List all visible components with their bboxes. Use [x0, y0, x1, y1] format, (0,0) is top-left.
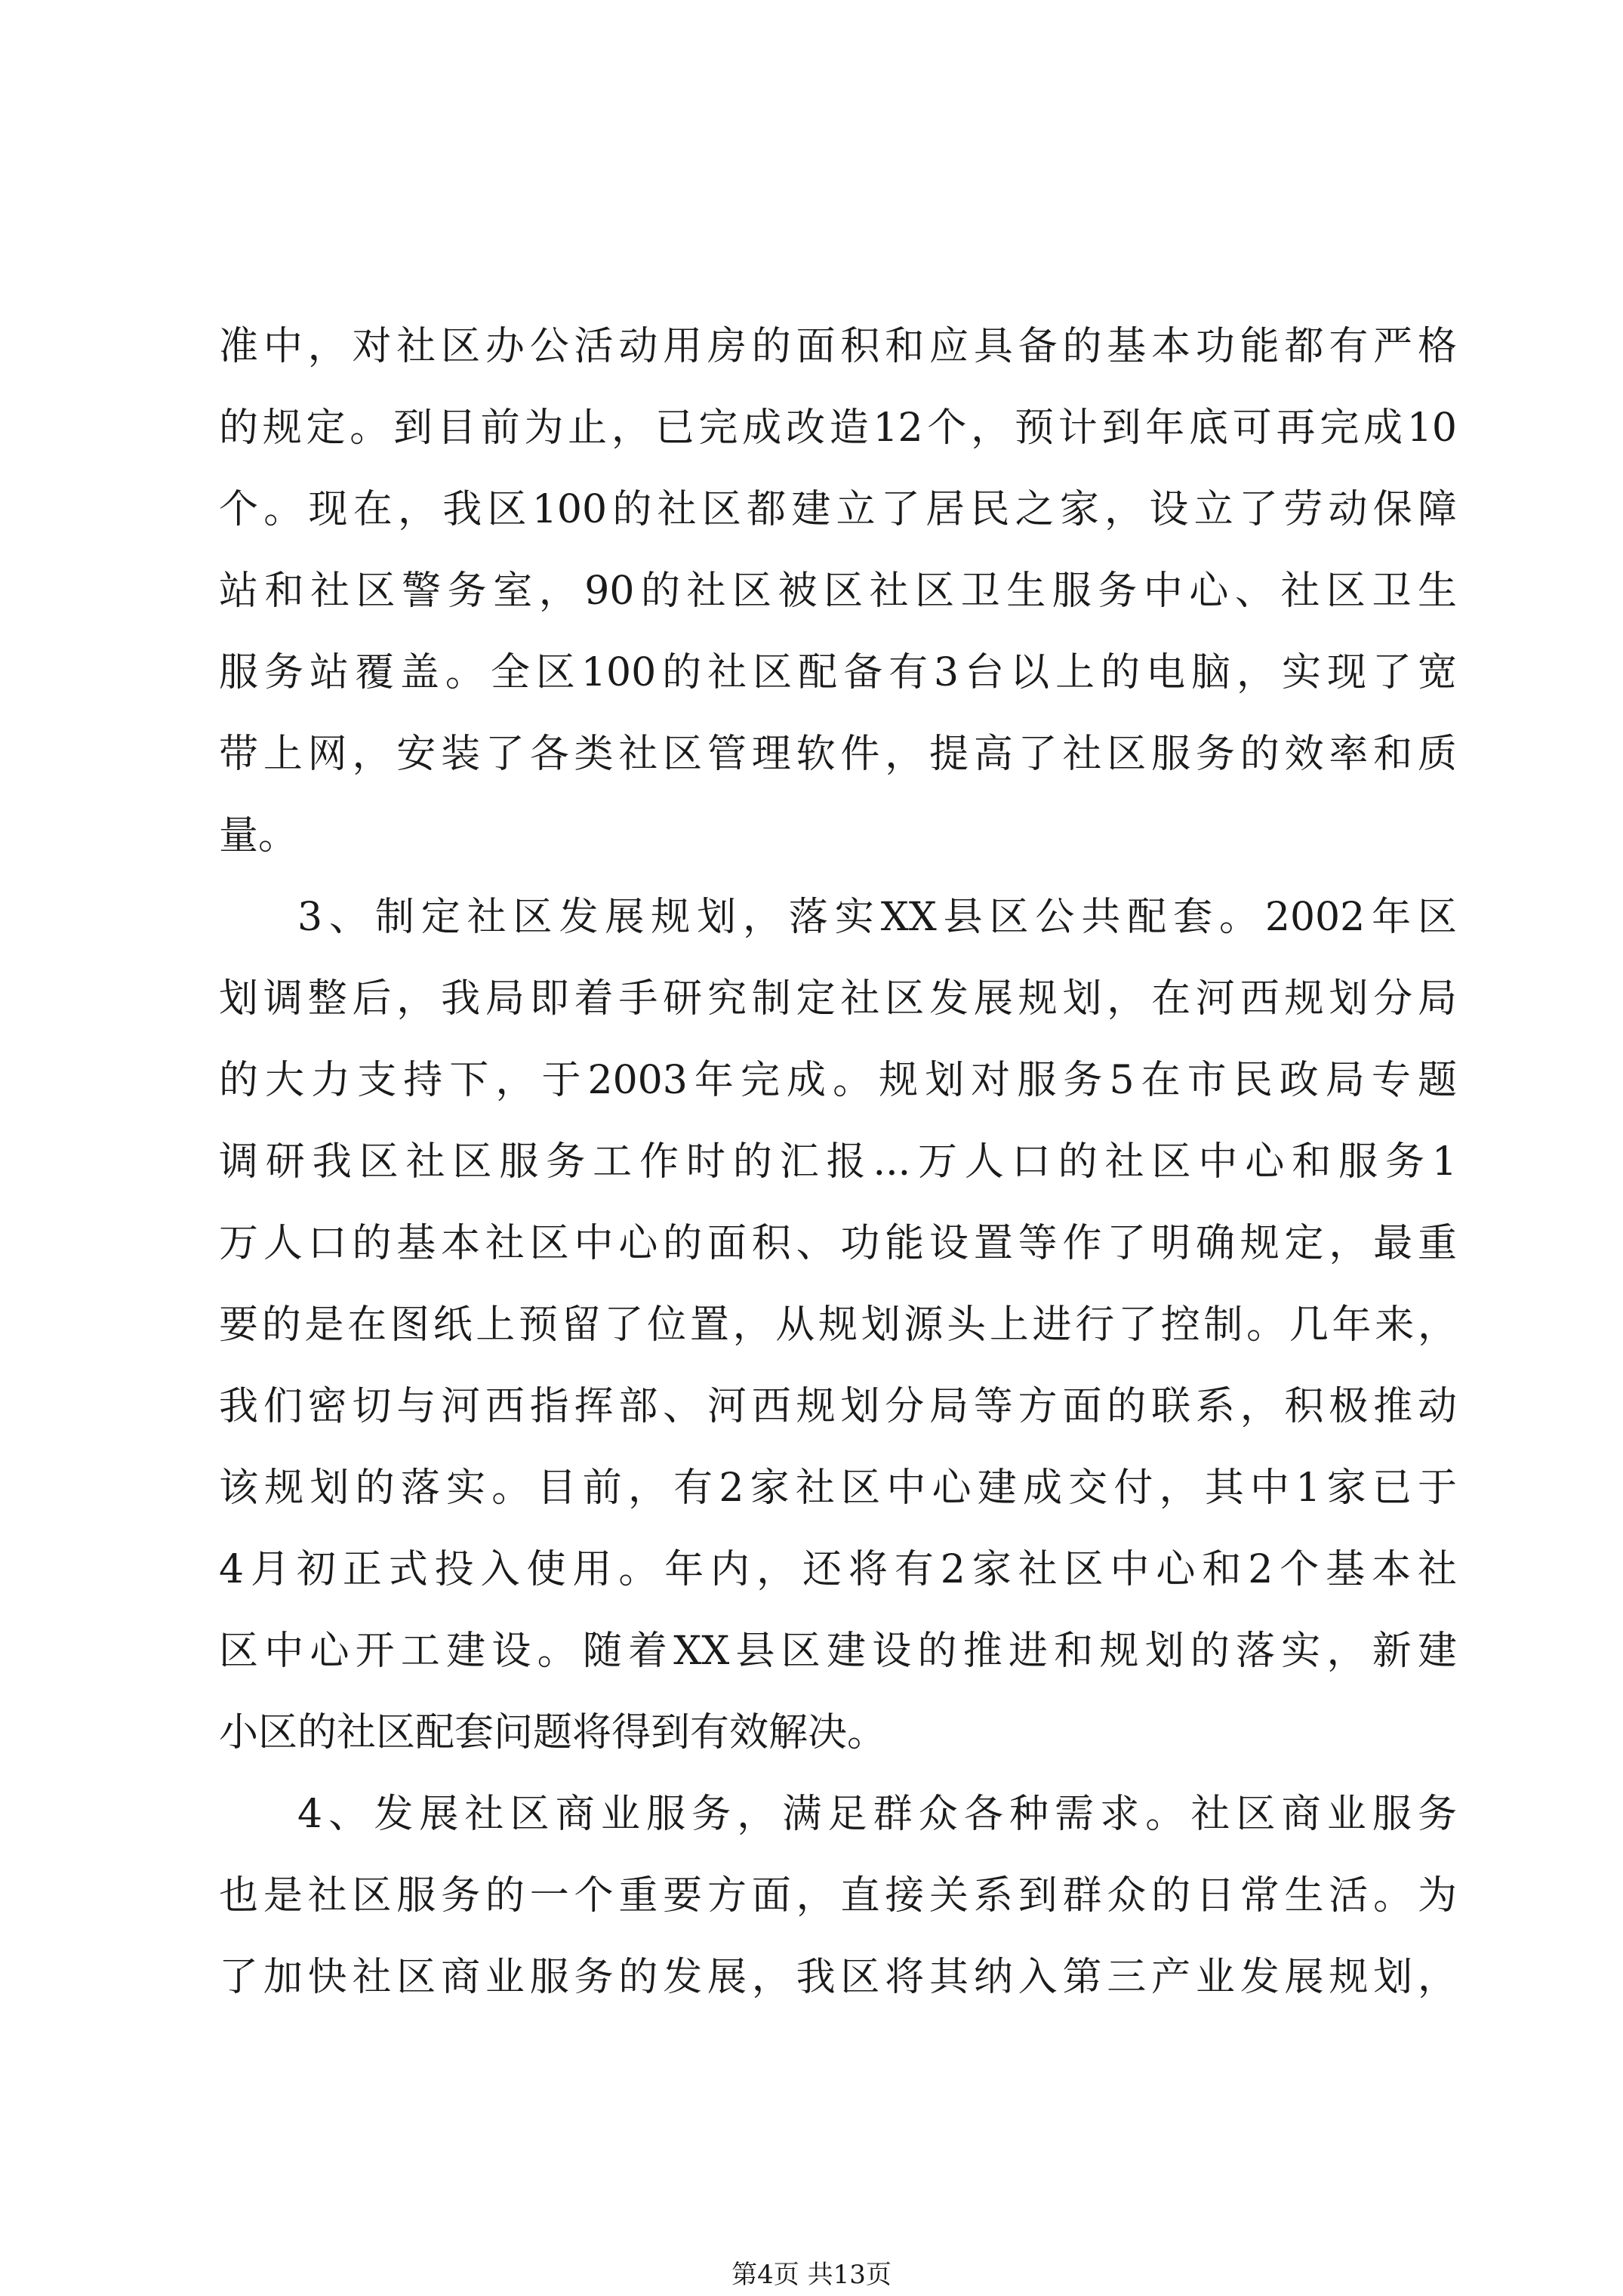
text-line: 带上网，安装了各类社区管理软件，提高了社区服务的效率和质 [219, 732, 1457, 777]
text-line: 站和社区警务室，90的社区被区社区卫生服务中心、社区卫生 [219, 569, 1457, 614]
text-line: 小区的社区配套问题将得到有效解决。 [219, 1710, 887, 1755]
paragraph-start-line: 4、发展社区商业服务，满足群众各种需求。社区商业服务 [297, 1792, 1457, 1837]
document-body [219, 306, 1457, 2018]
text-line: 量。 [219, 813, 298, 858]
text-line: 服务站覆盖。全区100的社区配备有3台以上的电脑，实现了宽 [219, 650, 1457, 695]
paragraph-start-line: 3、制定社区发展规划，落实XX县区公共配套。2002年区 [297, 895, 1457, 940]
text-line: 该规划的落实。目前，有2家社区中心建成交付，其中1家已于 [219, 1465, 1457, 1511]
text-line: 了加快社区商业服务的发展，我区将其纳入第三产业发展规划， [219, 1955, 1457, 2000]
text-line: 划调整后，我局即着手研究制定社区发展规划，在河西规划分局 [219, 976, 1457, 1022]
text-line: 个。现在，我区100的社区都建立了居民之家，设立了劳动保障 [219, 487, 1457, 532]
text-line: 区中心开工建设。随着XX县区建设的推进和规划的落实，新建 [219, 1629, 1457, 1674]
text-line: 4月初正式投入使用。年内，还将有2家社区中心和2个基本社 [219, 1547, 1457, 1592]
text-line: 也是社区服务的一个重要方面，直接关系到群众的日常生活。为 [219, 1873, 1457, 1918]
text-line: 万人口的基本社区中心的面积、功能设置等作了明确规定，最重 [219, 1221, 1457, 1266]
text-line: 要的是在图纸上预留了位置，从规划源头上进行了控制。几年来， [219, 1302, 1457, 1348]
text-line: 调研我区社区服务工作时的汇报...万人口的社区中心和服务1 [219, 1139, 1457, 1185]
text-line: 准中，对社区办公活动用房的面积和应具备的基本功能都有严格 [219, 324, 1457, 369]
text-line: 的规定。到目前为止，已完成改造12个，预计到年底可再完成10 [219, 405, 1457, 451]
text-line: 我们密切与河西指挥部、河西规划分局等方面的联系，积极推动 [219, 1384, 1457, 1429]
page-number-footer: 第4页 共13页 [731, 2260, 892, 2290]
text-line: 的大力支持下，于2003年完成。规划对服务5在市民政局专题 [219, 1058, 1457, 1103]
